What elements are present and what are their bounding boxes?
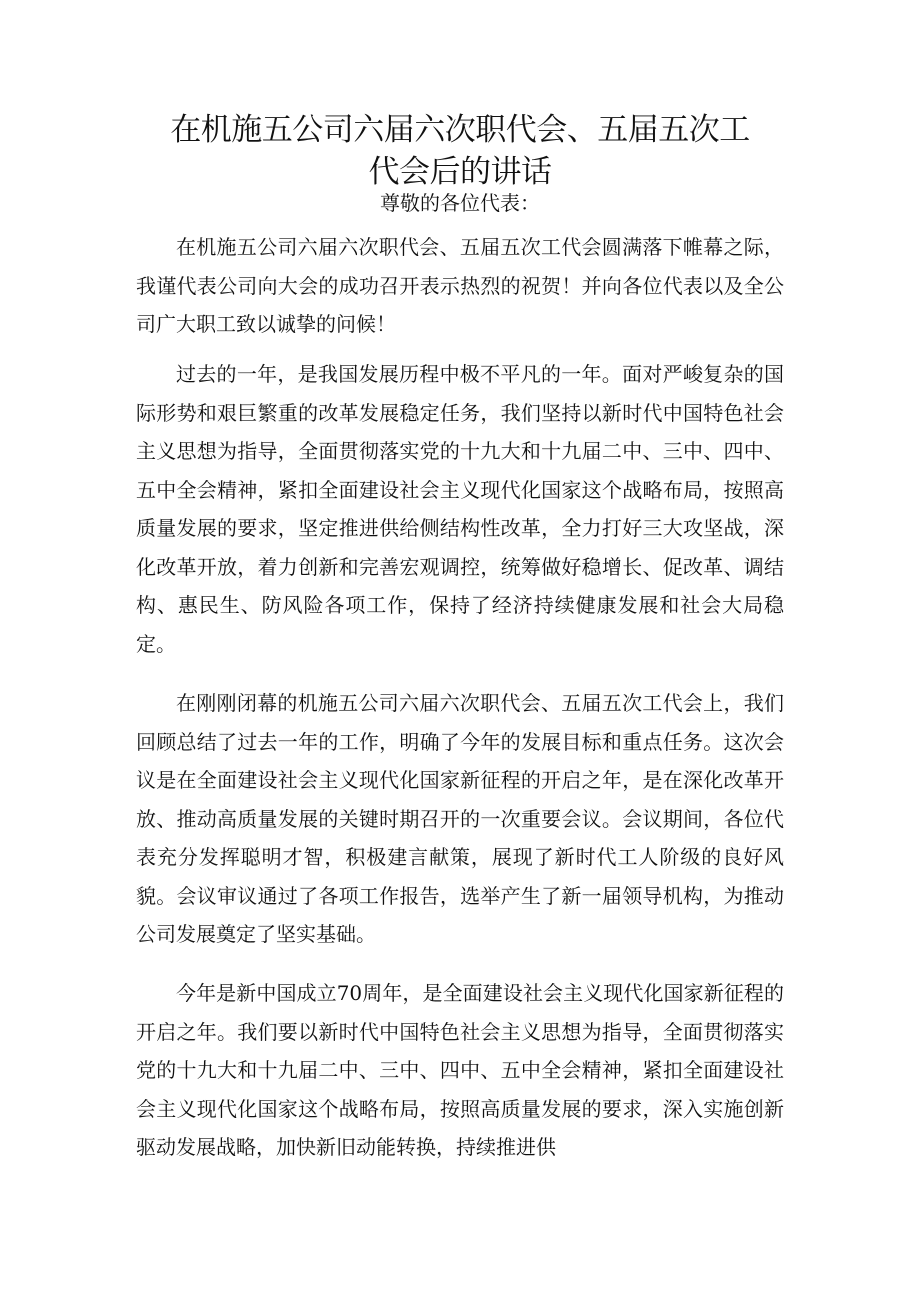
paragraph-congress-review: 在刚刚闭幕的机施五公司六届六次职代会、五届五次工代会上，我们回顾总结了过去一年的工作，明确了今年的发展目标和重点任务。这次会议是在全面建设社会主义现代化国家新征程的开启之年，是在深化改革开放、推动高质量发展的关键时期召开的一次重要会议。会议期间，各位代表充分发挥聪明才智，积极建言献策，展现了新时代工人阶级的良好风貌。会议审议通过了各项工作报告，选举产生了新一届领导机构，为推动公司发展奠定了坚实基础。 <box>136 691 784 946</box>
paragraph-past-year: 过去的一年，是我国发展历程中极不平凡的一年。面对严峻复杂的国际形势和艰巨繁重的改革发展稳定任务，我们坚持以新时代中国特色社会主义思想为指导，全面贯彻落实党的十九大和十九届二中、三中、四中、五中全会精神，紧扣全面建设社会主义现代化国家这个战略布局，按照高质量发展的要求，坚定推进供给侧结构性改革，全力打好三大攻坚战，深化改革开放，着力创新和完善宏观调控，统筹做好稳增长、促改革、调结构、惠民生、防风险各项工作，保持了经济持续健康发展和社会大局稳定。 <box>136 362 784 656</box>
paragraph-opening: 在机施五公司六届六次职代会、五届五次工代会圆满落下帷幕之际，我谨代表公司向大会的成功召开表示热烈的祝贺！并向各位代表以及全公司广大职工致以诚挚的问候！ <box>136 235 784 336</box>
salutation: 尊敬的各位代表： <box>380 191 540 215</box>
document-title-line-1: 在机施五公司六届六次职代会、五届五次工 <box>170 112 750 148</box>
document-title-line-2: 代会后的讲话 <box>368 154 552 190</box>
paragraph-this-year: 今年是新中国成立70周年，是全面建设社会主义现代化国家新征程的开启之年。我们要以新时代中国特色社会主义思想为指导，全面贯彻落实党的十九大和十九届二中、三中、四中、五中全会精神，紧扣全面建设社会主义现代化国家这个战略布局，按照高质量发展的要求，深入实施创新驱动发展战略，加快新旧动能转换，持续推进供 <box>136 981 784 1159</box>
